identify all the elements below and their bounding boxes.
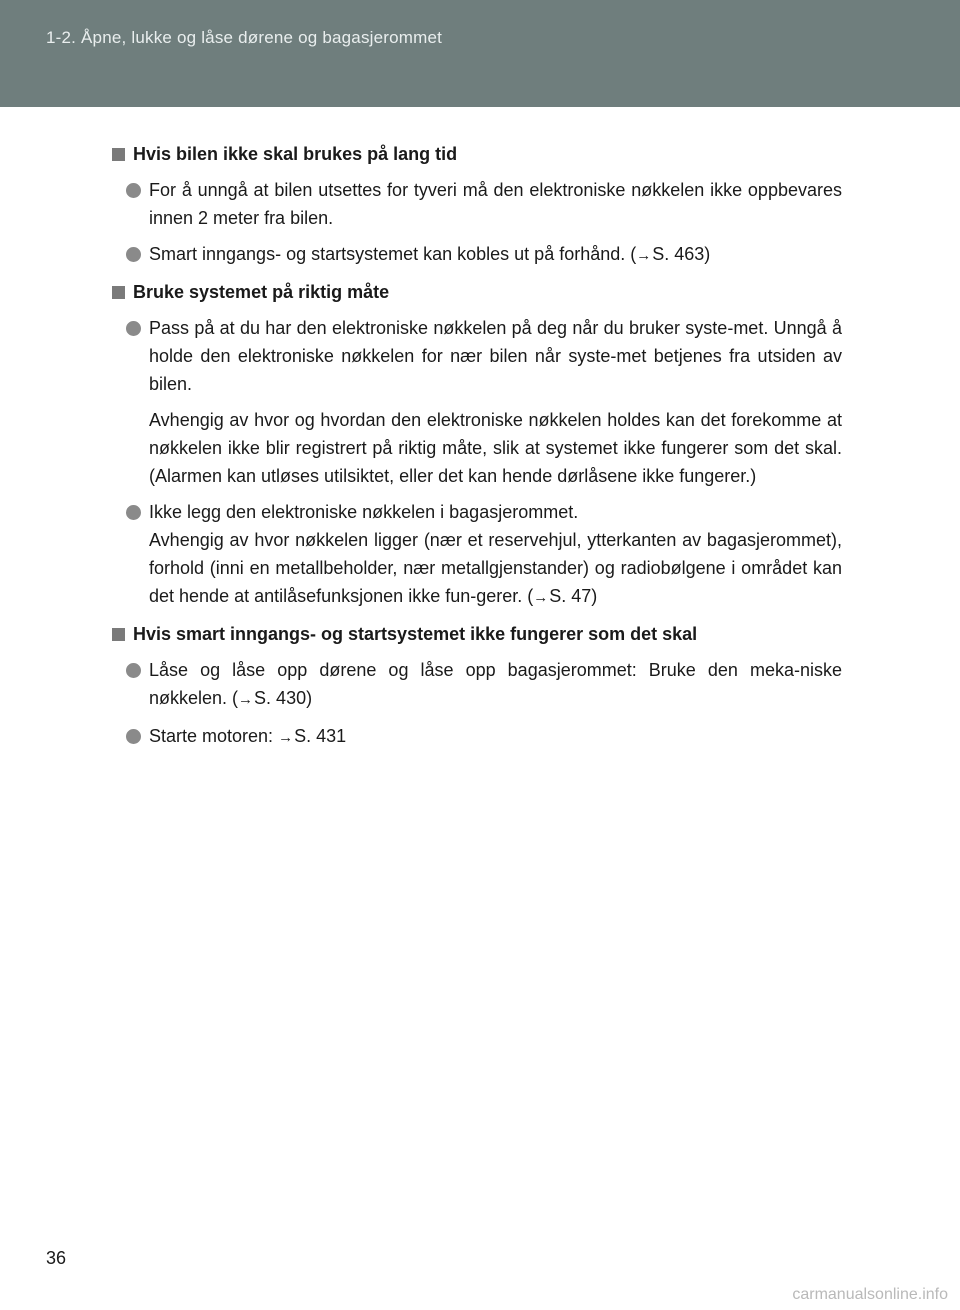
square-bullet-icon — [112, 286, 125, 299]
paragraph: Avhengig av hvor og hvordan den elektroniske nøkkelen holdes kan det forekomme at nøkkelen ikke blir registrert på riktig måte, slik at systemet ikke fungerer som det skal. (Alarmen kan utløses utilsiktet, eller det kan hende dørlåsene ikke fungerer.) — [149, 410, 842, 486]
arrow-right-icon: → — [278, 729, 294, 746]
arrow-right-icon: → — [636, 247, 652, 264]
list-item — [126, 498, 842, 612]
circle-bullet-icon — [126, 247, 141, 262]
circle-bullet-icon — [126, 183, 141, 198]
square-bullet-icon — [112, 628, 125, 641]
bullet-text: Ikke legg den elektroniske nøkkelen i bagasjerommet. Avhengig av hvor nøkkelen ligger (nær et reservehjul, ytterkanten av bagasjerommet), forhold (inni en metallbeholder, nær metallgjenstander) og radiobølgene i området kan det hende at antilåsefunksjonen ikke fun-gerer. (→S. 47) — [149, 502, 842, 606]
list-item — [126, 176, 842, 232]
page-reference[interactable]: →S. 463) — [636, 244, 711, 264]
list-item — [126, 722, 842, 752]
circle-bullet-icon — [126, 505, 141, 520]
bullet-text: Pass på at du har den elektroniske nøkkelen på deg når du bruker syste-met. Unngå å holde den elektroniske nøkkelen for nær bilen når syste-met betjenes fra utsiden av bilen. — [149, 318, 842, 394]
circle-bullet-icon — [126, 663, 141, 678]
page-reference[interactable]: →S. 47) — [533, 586, 598, 606]
bullet-text: Starte motoren: →S. 431 — [149, 726, 347, 746]
page-reference[interactable]: →S. 430) — [238, 688, 313, 708]
chapter-title: 1-2. Åpne, lukke og låse dørene og bagasjerommet — [46, 28, 443, 47]
list-item — [126, 240, 842, 270]
list-item — [126, 314, 842, 398]
bullet-text: Smart inngangs- og startsystemet kan kobles ut på forhånd. (→S. 463) — [149, 244, 711, 264]
heading-text: Hvis bilen ikke skal brukes på lang tid — [133, 144, 458, 164]
list-item — [126, 656, 842, 714]
heading-text: Bruke systemet på riktig måte — [133, 282, 390, 302]
arrow-right-icon: → — [238, 691, 254, 708]
circle-bullet-icon — [126, 729, 141, 744]
watermark: carmanualsonline.info — [792, 1286, 948, 1303]
section-heading — [112, 140, 842, 168]
heading-text: Hvis smart inngangs- og startsystemet ikke fungerer som det skal — [133, 624, 698, 644]
arrow-right-icon: → — [533, 589, 549, 606]
header-bar — [0, 0, 960, 107]
bullet-text: Låse og låse opp dørene og låse opp bagasjerommet: Bruke den meka-niske nøkkelen. (→S. 430) — [149, 660, 842, 708]
square-bullet-icon — [112, 148, 125, 161]
circle-bullet-icon — [126, 321, 141, 336]
bullet-text: For å unngå at bilen utsettes for tyveri må den elektroniske nøkkelen ikke oppbevares innen 2 meter fra bilen. — [149, 180, 842, 228]
page-content — [112, 140, 842, 752]
page-number: 36 — [46, 1248, 67, 1268]
section-heading — [112, 620, 842, 648]
section-heading — [112, 278, 842, 306]
page-reference[interactable]: →S. 431 — [278, 726, 347, 746]
